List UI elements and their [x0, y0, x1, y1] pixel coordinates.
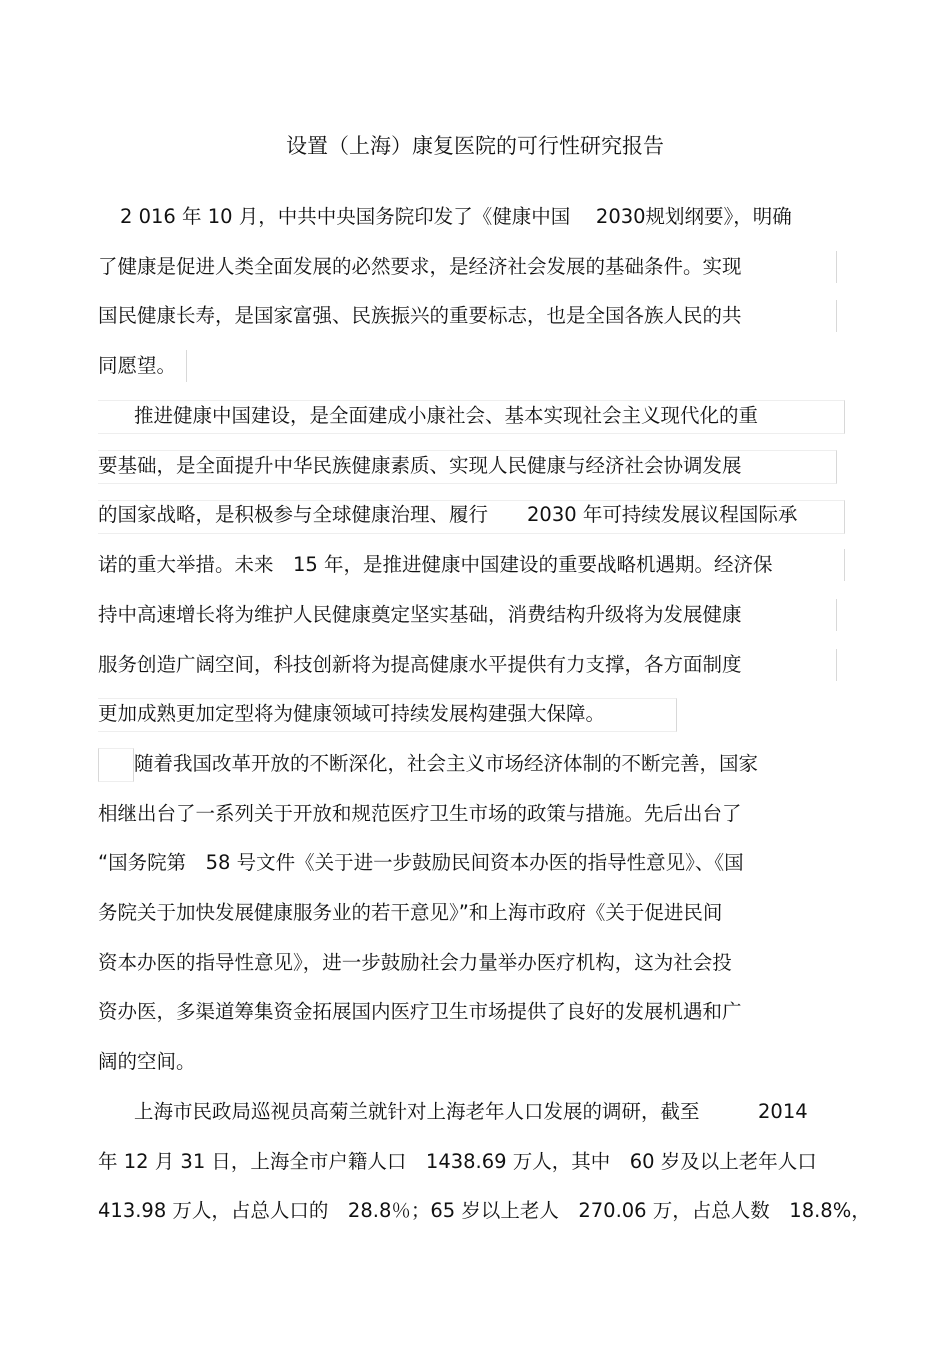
scan-box — [98, 748, 134, 782]
document-title: 设置（上海）康复医院的可行性研究报告 — [286, 134, 664, 158]
paragraph-line: “国务院第 58 号文件《关于进一步鼓励民间资本办医的指导性意见》、《国 — [98, 851, 744, 874]
paragraph-line: 更加成熟更加定型将为健康领域可持续发展构建强大保障。 — [98, 702, 606, 725]
paragraph-line: 413.98 万人，占总人口的 28.8％；65 岁以上老人 270.06 万，占总人数 18.8%， — [98, 1199, 871, 1222]
paragraph-line: 诺的重大举措。未来 15 年，是推进健康中国建设的重要战略机遇期。经济保 — [98, 553, 773, 576]
paragraph-line: 随着我国改革开放的不断深化，社会主义市场经济体制的不断完善，国家 — [134, 752, 759, 775]
paragraph-line: 同愿望。 — [98, 354, 177, 377]
paragraph-line: 的国家战略，是积极参与全球健康治理、履行 2030 年可持续发展议程国际承 — [98, 503, 798, 526]
paragraph-line: 2 016 年 10 月，中共中央国务院印发了《健康中国 2030规划纲要》，明确 — [120, 205, 792, 228]
paragraph-line: 了健康是促进人类全面发展的必然要求，是经济社会发展的基础条件。实现 — [98, 255, 742, 278]
paragraph-line: 资办医，多渠道筹集资金拓展国内医疗卫生市场提供了良好的发展机遇和广 — [98, 1000, 742, 1023]
paragraph-line: 年 12 月 31 日，上海全市户籍人口 1438.69 万人，其中 60 岁及以上老年人口 — [98, 1150, 817, 1173]
paragraph-line: 国民健康长寿，是国家富强、民族振兴的重要标志，也是全国各族人民的共 — [98, 304, 742, 327]
paragraph-line: 推进健康中国建设，是全面建成小康社会、基本实现社会主义现代化的重 — [134, 404, 759, 427]
paragraph-line: 务院关于加快发展健康服务业的若干意见》”和上海市政府《关于促进民间 — [98, 901, 723, 924]
paragraph-line: 阔的空间。 — [98, 1050, 196, 1073]
paragraph-line: 要基础，是全面提升中华民族健康素质、实现人民健康与经济社会协调发展 — [98, 454, 742, 477]
paragraph-line: 相继出台了一系列关于开放和规范医疗卫生市场的政策与措施。先后出台了 — [98, 802, 742, 825]
paragraph-line: 上海市民政局巡视员高菊兰就针对上海老年人口发展的调研，截至 2014 — [134, 1100, 808, 1123]
paragraph-line: 持中高速增长将为维护人民健康奠定坚实基础，消费结构升级将为发展健康 — [98, 603, 742, 626]
paragraph-line: 服务创造广阔空间，科技创新将为提高健康水平提供有力支撑，各方面制度 — [98, 653, 742, 676]
paragraph-line: 资本办医的指导性意见》，进一步鼓励社会力量举办医疗机构，这为社会投 — [98, 951, 732, 974]
